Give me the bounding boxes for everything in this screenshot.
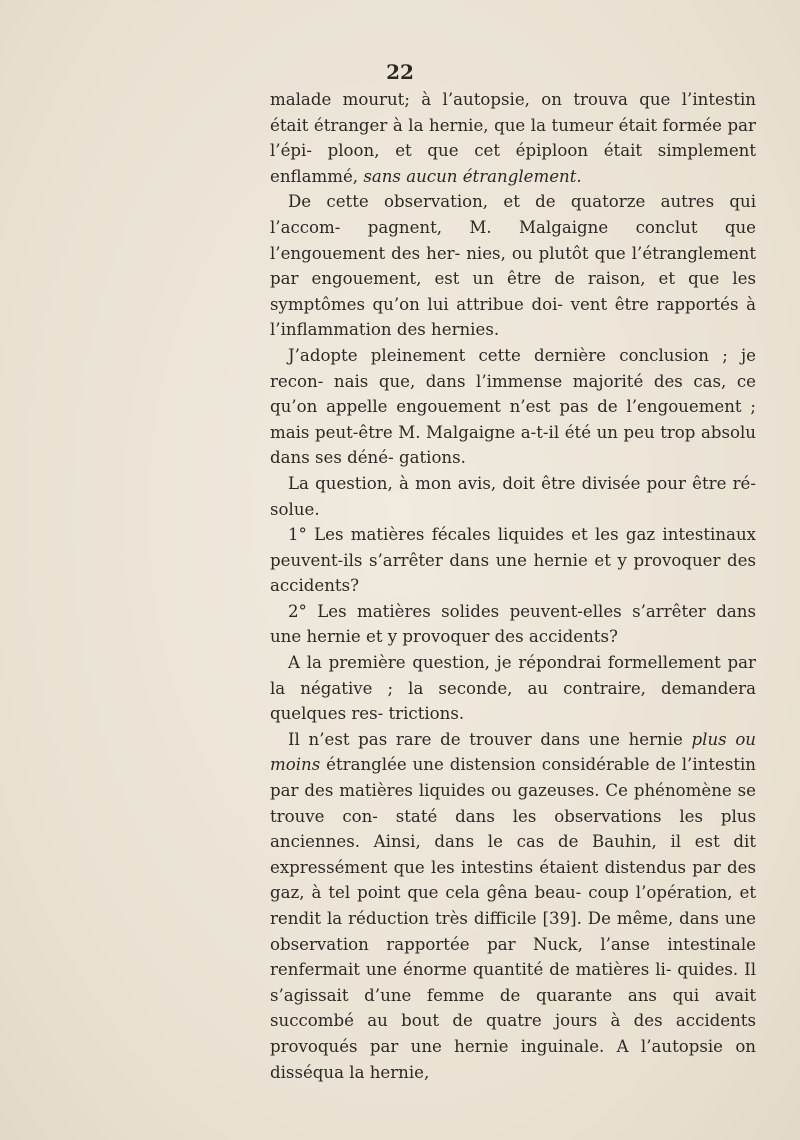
text-run: J’adopte pleinement cette dernière conclusion ; je recon- nais que, dans l’immense majorité des cas, ce qu’on appelle engouement n’est pas de l’engouement ; mais peut-être M. Malgaigne a-t-il été un peu trop absolu dans ses déné- gations. bbox=[270, 345, 756, 468]
paragraph bbox=[270, 87, 756, 189]
text-run: malade mourut; à l’autopsie, on trouva que l’intestin était étranger à la hernie, que la tumeur était formée par l’épi- ploon, et que cet épiploon était simplement enflammé, bbox=[270, 90, 756, 186]
italic-text: plus ou moins bbox=[270, 729, 756, 775]
paragraph bbox=[270, 189, 756, 343]
paragraph bbox=[270, 599, 756, 650]
text-run: 1° Les matières fécales liquides et les gaz intestinaux peuvent-ils s’arrêter dans une hernie et y provoquer des accidents? bbox=[270, 525, 756, 596]
text-run: La question, à mon avis, doit être divisée pour être ré- solue. bbox=[270, 473, 756, 519]
text-run: De cette observation, et de quatorze autres qui l’accom- pagnent, M. Malgaigne conclut que l’engouement des her- nies, ou plutôt que l’étranglement par engouement, est un être de raison, et que les symptômes qu’on lui attribue doi- vent être rapportés à l’inflammation des hernies. bbox=[270, 192, 756, 340]
paragraph bbox=[270, 343, 756, 471]
paragraph bbox=[270, 727, 756, 1085]
italic-text: sans aucun étranglement. bbox=[363, 166, 582, 186]
paragraph bbox=[270, 650, 756, 727]
page-number: 22 bbox=[386, 60, 414, 84]
text-run: Il n’est pas rare de trouver dans une hernie bbox=[288, 729, 692, 749]
paragraph bbox=[270, 471, 756, 522]
body-text bbox=[270, 87, 756, 1085]
text-run: étranglée une distension considérable de l’intestin par des matières liquides ou gazeuses. Ce phénomène se trouve con- staté dans les observations les plus anciennes. Ainsi, dans le cas de Bauhin, il est dit expressément que les intestins étaient distendus par des gaz, à tel point que cela gêna beau- coup l’opération, et rendit la réduction très difficile [39]. De même, dans une observation rapportée par Nuck, l’anse intestinale renfermait une énorme quantité de matières li- quides. Il s’agissait d’une femme de quarante ans qui avait succombé au bout de quatre jours à des accidents provoqués par une hernie inguinale. A l’autopsie on disséqua la hernie, bbox=[270, 755, 756, 1082]
text-run: A la première question, je répondrai formellement par la négative ; la seconde, au contraire, demandera quelques res- trictions. bbox=[270, 653, 756, 724]
text-run: 2° Les matières solides peuvent-elles s’arrêter dans une hernie et y provoquer des accidents? bbox=[270, 601, 756, 647]
paragraph bbox=[270, 522, 756, 599]
